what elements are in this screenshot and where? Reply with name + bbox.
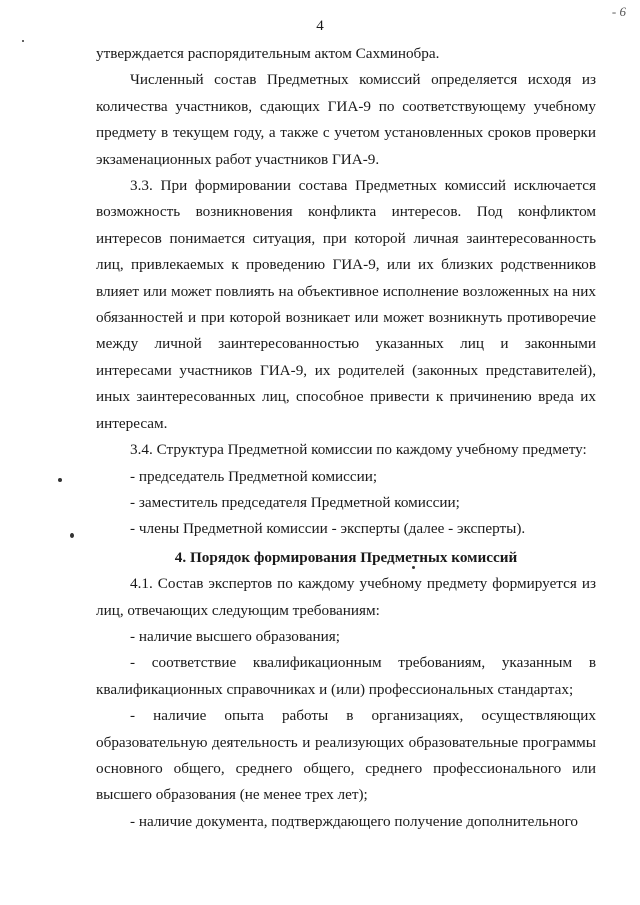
list-item-chairman: - председатель Предметной комиссии; [130,467,378,485]
page-number: 4 [316,18,324,34]
list-item-higher-education: - наличие высшего образования; [130,627,340,645]
paragraph-4-1-experts: 4.1. Состав экспертов по каждому учебному предмету формируется из лиц, отвечающих следующим требованиям: [96,575,596,619]
paragraph-continuation: утверждается распорядительным актом Сахминобра. [96,45,440,62]
list-item-members-experts: - члены Предметной комиссии - эксперты (далее - эксперты). [130,520,526,538]
list-item-deputy-chairman: - заместитель председателя Предметной комиссии; [130,493,460,511]
scan-speck [22,40,24,42]
list-item-additional-document: - наличие документа, подтверждающего получение дополнительного [130,812,579,830]
list-item-qualification: - соответствие квалификационным требованиям, указанным в квалификационных справочниках и (или) профессиональных стандартах; [96,654,596,698]
scan-speck [412,566,415,569]
document-body [96,41,596,835]
section-heading-4: 4. Порядок формирования Предметных комиссий [174,548,518,566]
paragraph-commission-size: Численный состав Предметных комиссий определяется исходя из количества участников, сдающих ГИА-9 по соответствующему учебному предмету в текущем году, а также с учетом установленных сроков проверки экзаменационных работ участников ГИА-9. [96,71,596,168]
paragraph-3-4-structure: 3.4. Структура Предметной комиссии по каждому учебному предмету: [130,441,587,459]
paragraph-3-3-conflict-of-interest: 3.3. При формировании состава Предметных комиссий исключается возможность возникновения конфликта интересов. Под конфликтом интересов понимается ситуация, при которой личная заинтересованность лиц, привлекаемых к проведению ГИА-9, или их близких родственников влияет или может повлиять на объективное исполнение возложенных на них обязанностей и при которой возникает или может возникнуть противоречие между личной заинтересованностью указанных лиц и законными интересами участников ГИА-9, их родителей (законных представителей), иных заинтересованных лиц, способное привести к причинению вреда их интересам. [96,177,596,432]
list-item-work-experience: - наличие опыта работы в организациях, осуществляющих образовательную деятельность и реализующих образовательные программы основного общего, среднего общего, среднего профессионального или высшего образования (не менее трех лет); [96,707,596,804]
scan-speck [70,533,74,538]
handwritten-page-mark: - 6 [611,4,626,19]
scan-speck [58,478,62,482]
